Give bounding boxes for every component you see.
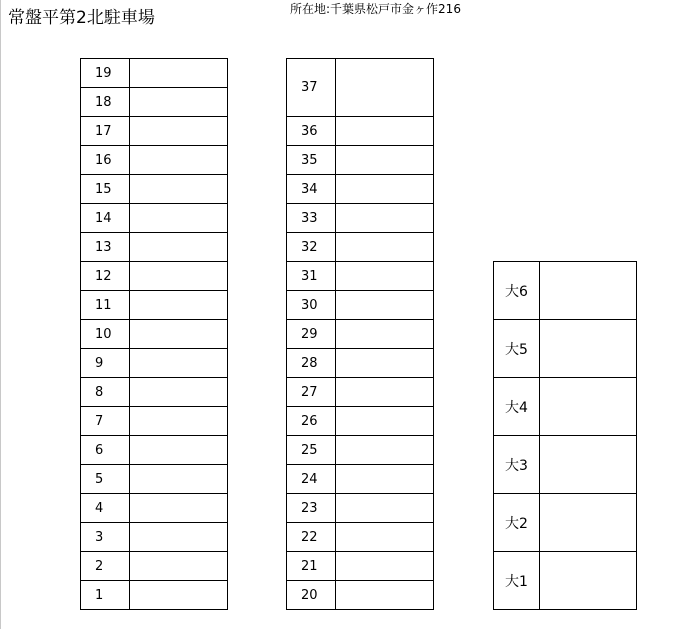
space-number: 18 [81,88,130,117]
space-cell [540,378,637,436]
space-number: 7 [81,407,130,436]
space-cell [130,407,228,436]
space-cell [336,523,434,552]
space-number: 15 [81,175,130,204]
parking-space-row [287,581,434,610]
parking-space-row [287,552,434,581]
parking-column-standard-2 [286,58,434,610]
space-cell [130,436,228,465]
space-number: 36 [287,117,336,146]
space-number: 大2 [494,494,540,552]
parking-space-row [81,581,228,610]
parking-space-row [81,407,228,436]
space-cell [130,88,228,117]
space-number: 22 [287,523,336,552]
space-cell [540,552,637,610]
space-cell [540,262,637,320]
space-number: 大6 [494,262,540,320]
parking-space-row [287,465,434,494]
parking-space-row [287,494,434,523]
parking-space-row [287,204,434,233]
parking-space-row [81,436,228,465]
parking-space-row [287,262,434,291]
space-cell [130,552,228,581]
parking-space-row [494,552,637,610]
parking-space-row [81,233,228,262]
parking-space-row [494,262,637,320]
space-cell [336,581,434,610]
address-label: 所在地:千葉県松戸市金ヶ作216 [290,2,461,16]
space-number: 3 [81,523,130,552]
page-title: 常盤平第2北駐車場 [8,8,155,28]
parking-space-row [81,117,228,146]
space-cell [336,436,434,465]
parking-space-row [287,291,434,320]
space-number: 14 [81,204,130,233]
space-number: 11 [81,291,130,320]
space-cell [130,494,228,523]
space-cell [336,465,434,494]
space-number: 16 [81,146,130,175]
space-number: 4 [81,494,130,523]
space-cell [540,320,637,378]
parking-space-row [81,465,228,494]
space-cell [130,349,228,378]
space-number: 大3 [494,436,540,494]
space-number: 35 [287,146,336,175]
parking-space-row [81,349,228,378]
space-number: 27 [287,378,336,407]
space-number: 大1 [494,552,540,610]
space-cell [336,146,434,175]
space-number: 大4 [494,378,540,436]
space-number: 12 [81,262,130,291]
parking-space-row [81,59,228,88]
parking-space-row [81,494,228,523]
parking-space-row [494,320,637,378]
space-number: 19 [81,59,130,88]
space-number: 34 [287,175,336,204]
space-number: 28 [287,349,336,378]
parking-space-row [81,320,228,349]
space-cell [130,320,228,349]
space-number: 23 [287,494,336,523]
space-cell [540,494,637,552]
space-number: 24 [287,465,336,494]
space-number: 2 [81,552,130,581]
parking-space-row [81,523,228,552]
window-edge [0,0,1,629]
space-number: 29 [287,320,336,349]
space-cell [336,204,434,233]
parking-space-row [287,436,434,465]
space-cell [336,175,434,204]
space-cell [130,262,228,291]
parking-space-row [81,204,228,233]
parking-space-row [287,349,434,378]
space-number: 33 [287,204,336,233]
space-cell [130,291,228,320]
space-number: 26 [287,407,336,436]
space-cell [336,59,434,117]
space-number: 32 [287,233,336,262]
space-cell [336,349,434,378]
parking-space-row [287,233,434,262]
parking-space-row [287,407,434,436]
space-cell [336,320,434,349]
parking-space-row [81,262,228,291]
space-number: 13 [81,233,130,262]
space-cell [336,262,434,291]
space-number: 30 [287,291,336,320]
space-cell [130,581,228,610]
space-number: 6 [81,436,130,465]
space-number: 10 [81,320,130,349]
space-cell [130,233,228,262]
space-number: 1 [81,581,130,610]
parking-space-row [287,175,434,204]
space-number: 9 [81,349,130,378]
parking-column-large [493,261,637,610]
parking-space-row [287,523,434,552]
space-number: 37 [287,59,336,117]
space-cell [540,436,637,494]
parking-space-row [81,88,228,117]
space-cell [336,233,434,262]
parking-space-row [81,175,228,204]
space-number: 21 [287,552,336,581]
space-number: 25 [287,436,336,465]
parking-space-row [81,378,228,407]
parking-space-row [81,291,228,320]
space-cell [336,494,434,523]
space-cell [130,175,228,204]
space-cell [336,117,434,146]
space-cell [336,291,434,320]
parking-space-row [81,552,228,581]
space-number: 大5 [494,320,540,378]
space-cell [336,552,434,581]
parking-space-row [494,378,637,436]
parking-space-row [494,436,637,494]
parking-space-row [287,59,434,117]
parking-space-row [81,146,228,175]
parking-space-row [287,378,434,407]
space-cell [130,378,228,407]
space-number: 31 [287,262,336,291]
space-cell [336,378,434,407]
parking-space-row [287,320,434,349]
space-cell [130,117,228,146]
space-cell [130,146,228,175]
space-cell [130,523,228,552]
space-cell [130,59,228,88]
space-cell [130,465,228,494]
parking-column-standard-1 [80,58,228,610]
space-number: 5 [81,465,130,494]
space-cell [130,204,228,233]
parking-space-row [287,146,434,175]
space-number: 8 [81,378,130,407]
space-number: 17 [81,117,130,146]
space-cell [336,407,434,436]
space-number: 20 [287,581,336,610]
parking-space-row [494,494,637,552]
parking-space-row [287,117,434,146]
